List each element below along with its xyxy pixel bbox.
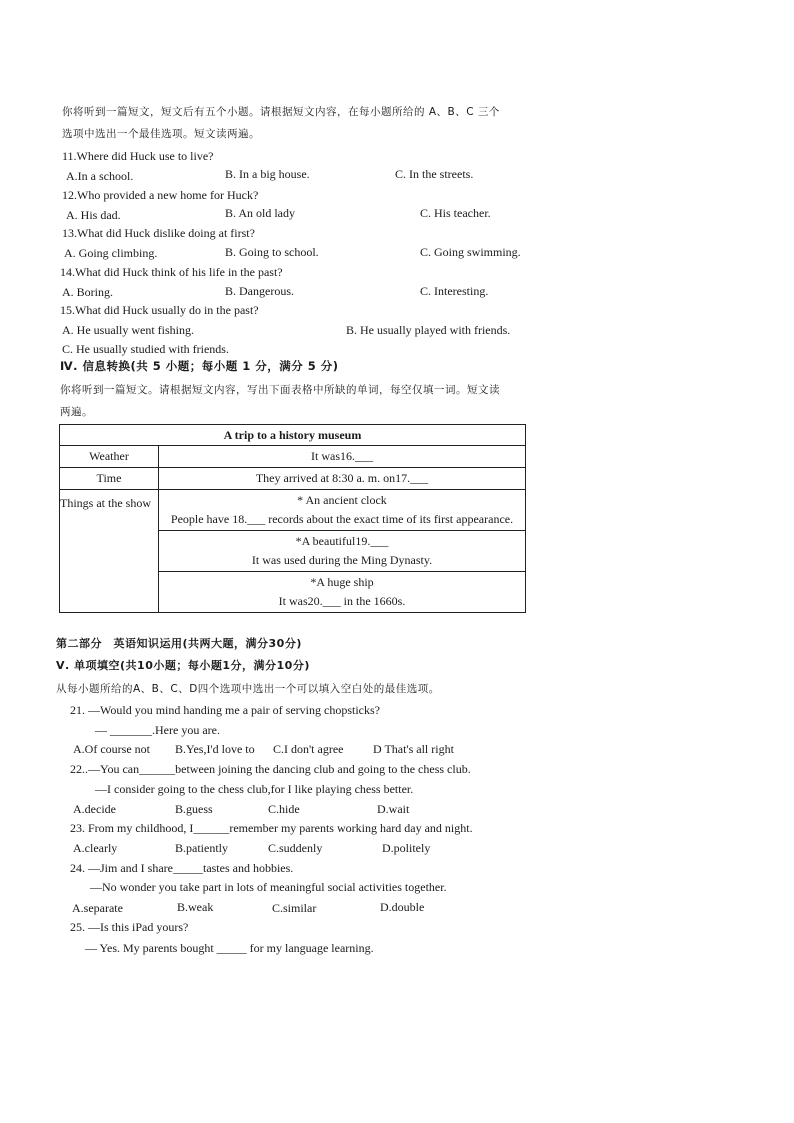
q22-option-a: A.decide	[73, 802, 116, 816]
question-11: 11.Where did Huck use to live?	[62, 149, 214, 163]
q11-option-b: B. In a big house.	[225, 167, 310, 181]
q12-option-b: B. An old lady	[225, 206, 296, 220]
item19-title: *A beautiful19.___	[295, 534, 389, 548]
q24-option-b: B.weak	[177, 900, 214, 914]
q12-option-c: C. His teacher.	[420, 206, 491, 220]
section-4-instruction-1: 你将听到一篇短文。请根据短文内容，写出下面表格中所缺的单词，每空仅填一词。短文读	[60, 384, 500, 396]
q24-option-a: A.separate	[72, 901, 123, 915]
table-title: A trip to a history museum	[60, 425, 526, 446]
ship-detail: It was20.___ in the 1660s.	[278, 594, 406, 608]
item19-cell	[159, 531, 526, 572]
q21-line-2: — _______.Here you are.	[95, 723, 220, 737]
q14-option-b: B. Dangerous.	[225, 284, 294, 298]
q23-option-c: C.suddenly	[268, 841, 323, 855]
q23-option-a: A.clearly	[73, 841, 118, 855]
section-4-heading: Ⅳ. 信息转换(共 5 小题；每小题 1 分，满分 5 分)	[60, 359, 339, 373]
ship-title: *A huge ship	[310, 575, 374, 589]
question-13: 13.What did Huck dislike doing at first?	[62, 226, 255, 240]
instruction-line-2: 选项中选出一个最佳选项。短文读两遍。	[62, 128, 260, 140]
q21-option-b: B.Yes,I'd love to	[175, 742, 255, 756]
q11-option-c: C. In the streets.	[395, 167, 474, 181]
q14-option-c: C. Interesting.	[420, 284, 489, 298]
q24-option-d: D.double	[380, 900, 425, 914]
q23-option-d: D.politely	[382, 841, 431, 855]
part-2-heading: 第二部分 英语知识运用(共两大题，满分30分)	[56, 637, 302, 650]
question-14: 14.What did Huck think of his life in the past?	[60, 265, 283, 279]
q22-option-b: B.guess	[175, 802, 213, 816]
section-5-instruction: 从每小题所给的A、B、C、D四个选项中选出一个可以填入空白处的最佳选项。	[56, 683, 440, 695]
question-12: 12.Who provided a new home for Huck?	[62, 188, 259, 202]
q23-line-1: 23. From my childhood, I______remember my parents working hard day and night.	[70, 821, 473, 835]
ship-cell	[159, 572, 526, 613]
q24-option-c: C.similar	[272, 901, 317, 915]
time-label: Time	[60, 468, 159, 490]
question-15: 15.What did Huck usually do in the past?	[60, 303, 259, 317]
q13-option-c: C. Going swimming.	[420, 245, 521, 259]
weather-value: It was16.___	[159, 446, 526, 468]
q25-line-2: — Yes. My parents bought _____ for my language learning.	[85, 941, 374, 955]
weather-label: Weather	[60, 446, 159, 468]
q12-option-a: A. His dad.	[66, 208, 121, 222]
q24-line-2: —No wonder you take part in lots of meaningful social activities together.	[90, 880, 447, 894]
info-table	[59, 424, 526, 613]
q23-option-b: B.patiently	[175, 841, 228, 855]
q15-option-b: B. He usually played with friends.	[346, 323, 511, 337]
q15-option-c: C. He usually studied with friends.	[62, 342, 229, 356]
q21-option-d: D That's all right	[373, 742, 454, 756]
clock-cell	[159, 490, 526, 531]
clock-title: * An ancient clock	[297, 493, 387, 507]
section-5-heading: Ⅴ. 单项填空(共10小题；每小题1分，满分10分)	[56, 659, 310, 672]
q25-line-1: 25. —Is this iPad yours?	[70, 920, 189, 934]
q21-line-1: 21. —Would you mind handing me a pair of serving chopsticks?	[70, 703, 380, 717]
q22-line-2: —I consider going to the chess club,for I like playing chess better.	[95, 782, 414, 796]
q13-option-a: A. Going climbing.	[64, 246, 158, 260]
q22-line-1: 22..—You can______between joining the dancing club and going to the chess club.	[70, 762, 471, 776]
time-value: They arrived at 8:30 a. m. on17.___	[159, 468, 526, 490]
q22-option-d: D.wait	[377, 802, 410, 816]
instruction-line-1: 你将听到一篇短文，短文后有五个小题。请根据短文内容，在每小题所给的 A、B、C 三个	[62, 106, 500, 118]
q22-option-c: C.hide	[268, 802, 300, 816]
things-label: Things at the show	[60, 490, 159, 613]
item19-detail: It was used during the Ming Dynasty.	[251, 553, 433, 567]
q21-option-a: A.Of course not	[73, 742, 150, 756]
q13-option-b: B. Going to school.	[225, 245, 319, 259]
section-4-instruction-2: 两遍。	[60, 406, 93, 418]
q21-option-c: C.I don't agree	[273, 742, 344, 756]
clock-detail: People have 18.___ records about the exact time of its first appearance.	[170, 512, 514, 526]
q24-line-1: 24. —Jim and I share_____tastes and hobbies.	[70, 861, 294, 875]
q15-option-a: A. He usually went fishing.	[62, 323, 194, 337]
q11-option-a: A.In a school.	[66, 169, 134, 183]
q14-option-a: A. Boring.	[62, 285, 113, 299]
